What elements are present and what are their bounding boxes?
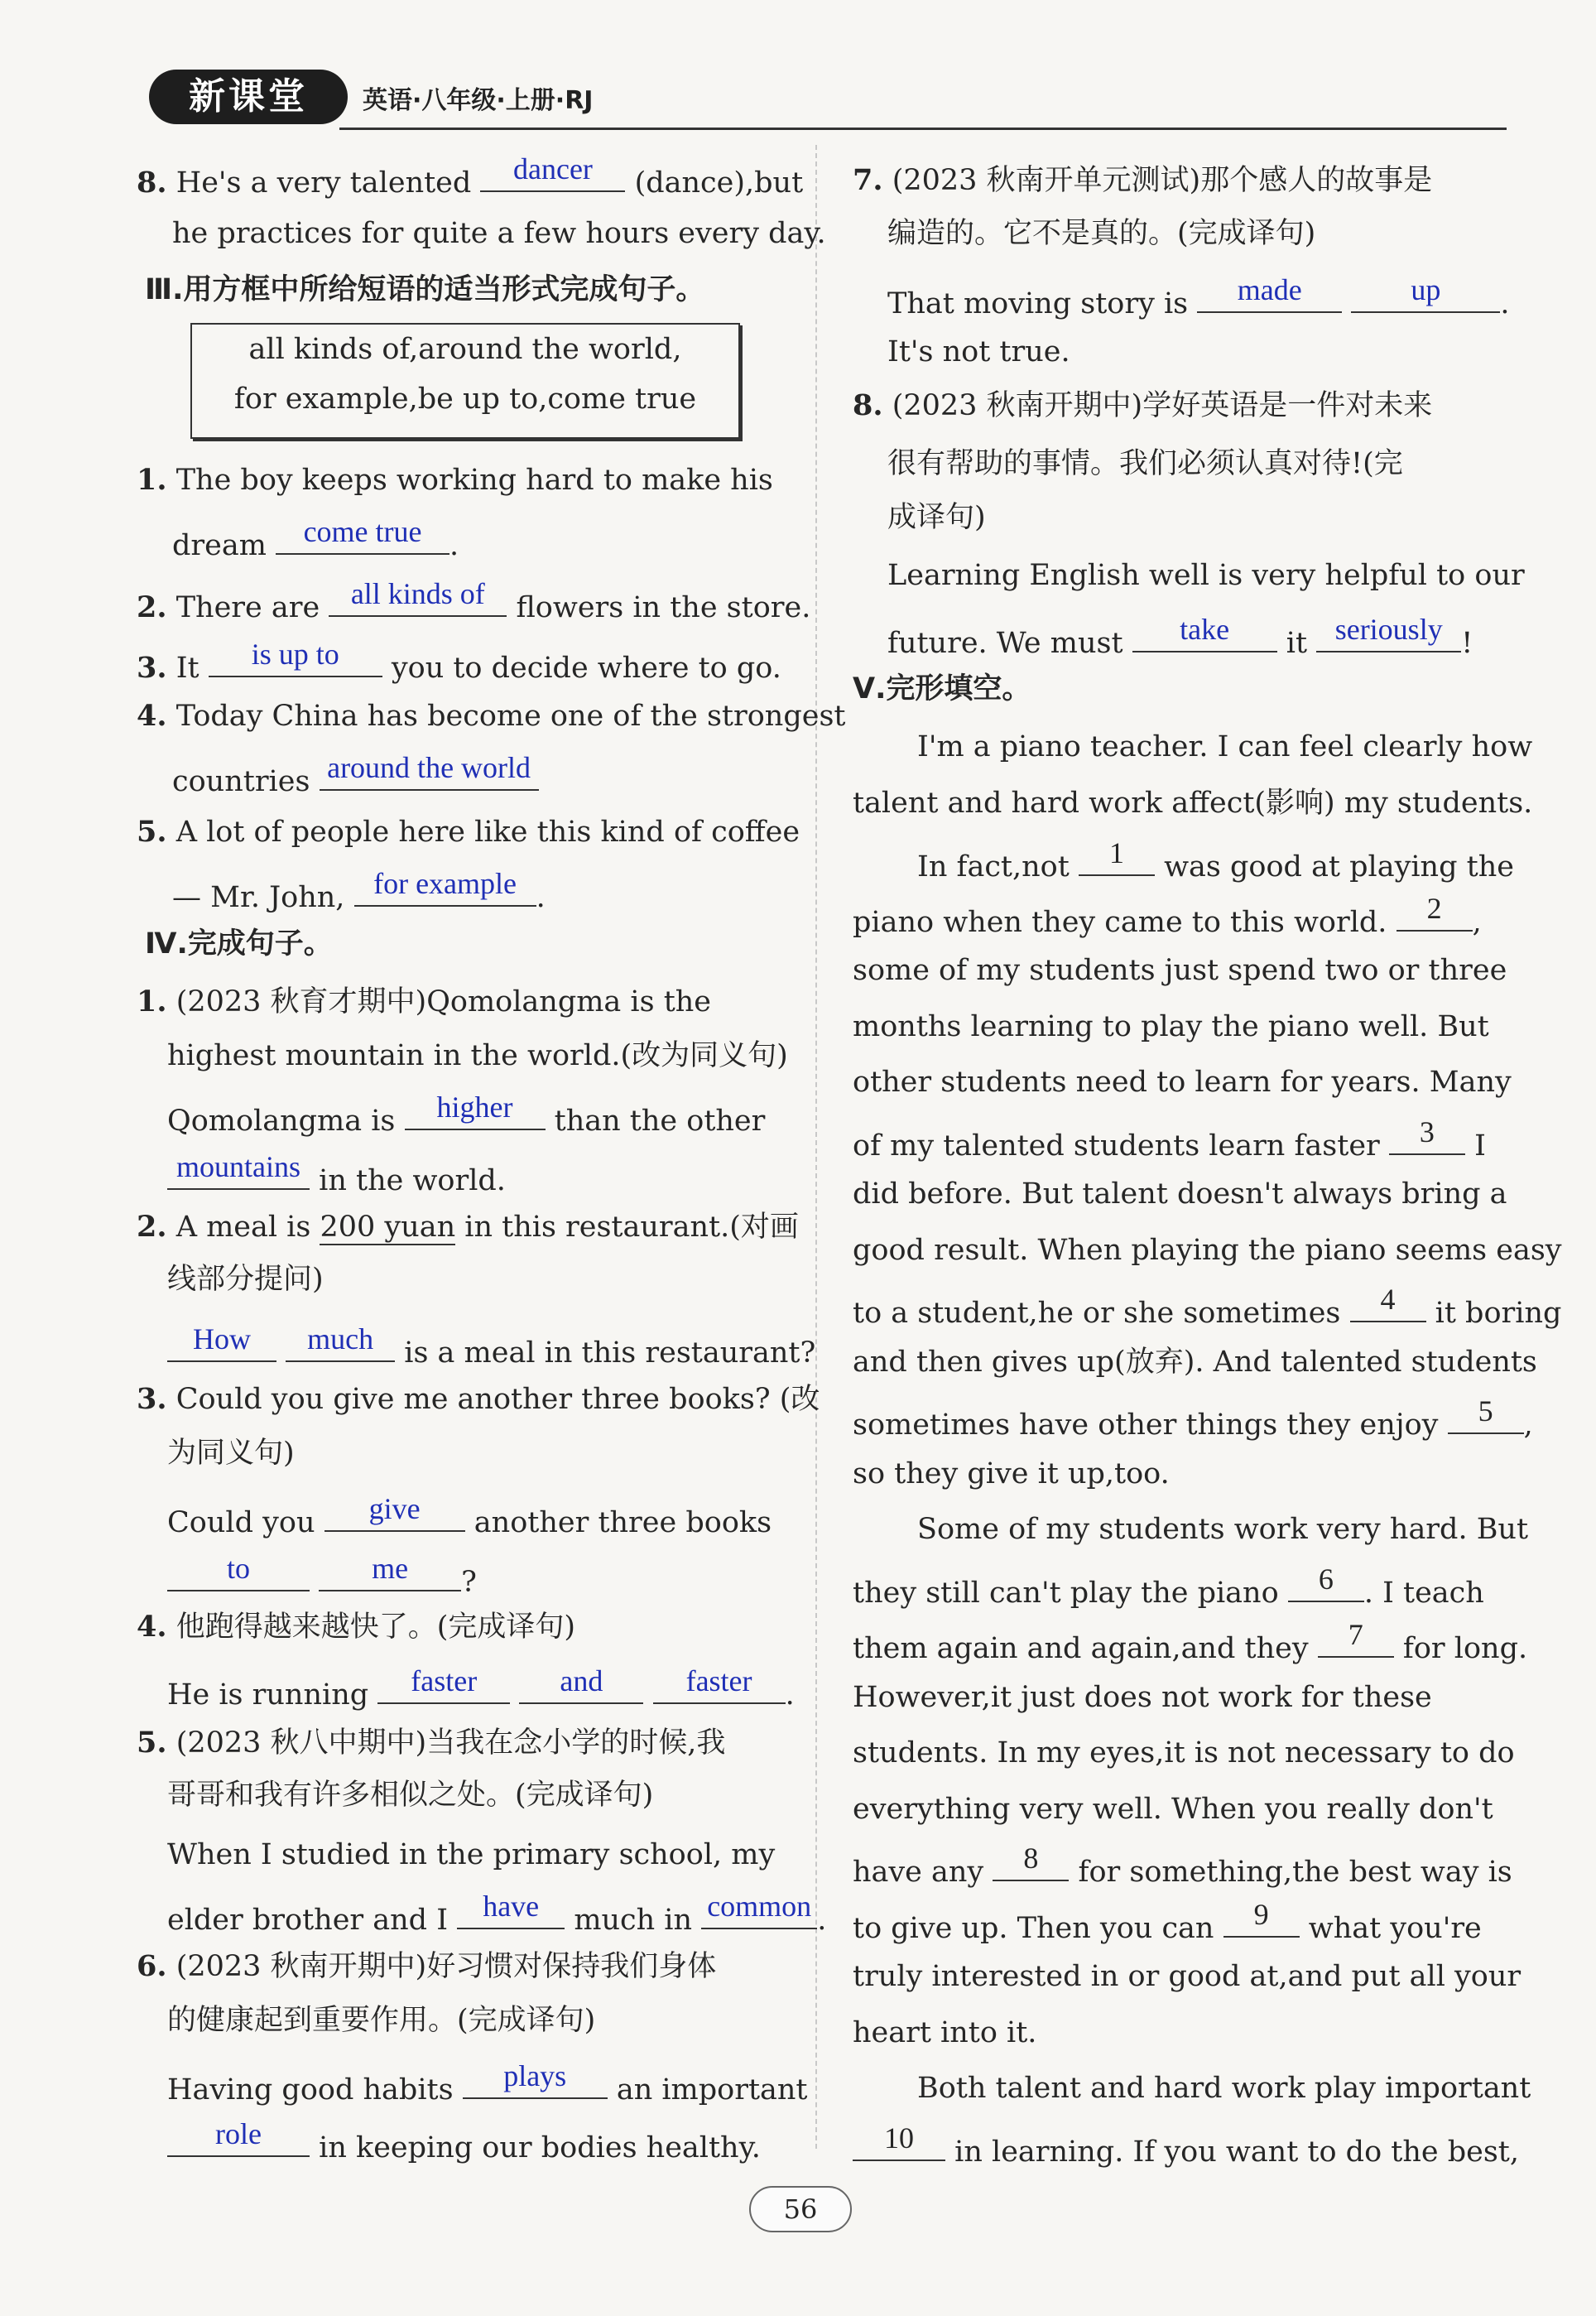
cloze-blank	[1389, 1115, 1465, 1155]
passage-line: everything very well. When you really don't	[853, 1793, 1493, 1826]
exercise-item	[137, 1726, 725, 1760]
passage-line	[853, 1618, 1528, 1665]
blank-number: 1	[1108, 836, 1124, 869]
passage-text: what you're	[1308, 1912, 1482, 1945]
item-number: 3.	[137, 651, 167, 685]
passage-text: ,	[1472, 906, 1482, 939]
phrase-list: for example,be up to,come true	[233, 383, 697, 416]
item-text: When I studied in the primary school, my	[167, 1838, 776, 1871]
item-number: 1.	[137, 463, 167, 497]
item-text: 的健康起到重要作用。(完成译句)	[167, 2004, 596, 2037]
answer-blank	[519, 1664, 643, 1704]
passage-text: in learning. If you want to do the best,	[954, 2135, 1519, 2169]
item-text: 哥哥和我有许多相似之处。(完成译句)	[167, 1779, 654, 1812]
passage-line	[917, 836, 1514, 884]
exercise-line	[167, 1552, 477, 1599]
answer-blank	[653, 1664, 786, 1704]
item-text: 他跑得越来越快了。(完成译句)	[175, 1611, 575, 1644]
passage-line: However,it just does not work for these	[853, 1681, 1432, 1714]
passage-line	[853, 1283, 1562, 1330]
answer-blank	[1132, 613, 1277, 652]
cloze-blank	[1223, 1898, 1300, 1938]
item-number: 1.	[137, 985, 167, 1018]
exercise-item	[137, 464, 773, 497]
answer-text: plays	[503, 2059, 567, 2092]
answer-text: made	[1237, 273, 1302, 306]
item-text: an important	[616, 2073, 808, 2107]
passage-line: good result. When playing the piano seems easy	[853, 1234, 1562, 1267]
blank-number: 5	[1478, 1394, 1493, 1428]
passage-text: to a student,he or she sometimes	[853, 1297, 1341, 1330]
exercise-item	[137, 700, 845, 733]
item-text: 为同义句)	[167, 1437, 295, 1470]
phrase-box	[190, 323, 740, 439]
passage-line	[853, 1898, 1482, 1945]
item-text: A meal is	[175, 1211, 311, 1244]
answer-blank	[167, 1322, 276, 1362]
answer-text: take	[1180, 613, 1230, 646]
header-rule	[339, 128, 1507, 130]
passage-line	[853, 1562, 1484, 1610]
item-text: highest mountain in the world.(改为同义句)	[167, 1039, 788, 1072]
item-text: you to decide where to go.	[391, 652, 781, 685]
item-number: 4.	[137, 699, 167, 733]
answer-text: to	[226, 1552, 250, 1585]
answer-blank	[209, 638, 382, 677]
cloze-blank	[1288, 1562, 1364, 1602]
answer-text: faster	[411, 1664, 478, 1697]
answer-blank	[405, 1091, 546, 1130]
passage-line: did before. But talent doesn't always bring a	[853, 1177, 1507, 1211]
cloze-blank	[993, 1842, 1069, 1881]
item-text: (2023 秋南开期中)学好英语是一件对未来	[892, 389, 1433, 422]
blank-number: 10	[884, 2121, 914, 2155]
item-text: much in	[574, 1904, 693, 1937]
item-text: (dance),but	[634, 166, 804, 200]
answer-blank	[167, 1552, 310, 1591]
passage-line: other students need to learn for years. Many	[853, 1066, 1512, 1099]
item-text: countries	[172, 765, 310, 798]
answer-text: seriously	[1334, 613, 1443, 646]
blank-number: 7	[1348, 1618, 1363, 1651]
answer-text: all kinds of	[350, 577, 485, 610]
item-text: elder brother and I	[167, 1904, 449, 1937]
item-text: Qomolangma is	[167, 1105, 396, 1138]
item-text: in keeping our bodies healthy.	[319, 2131, 761, 2164]
exercise-line	[887, 613, 1473, 660]
answer-text: dancer	[512, 152, 593, 185]
exercise-line	[167, 1664, 795, 1712]
item-text: A lot of people here like this kind of coffee	[175, 816, 800, 849]
passage-text: was good at playing the	[1164, 850, 1514, 884]
passage-text: it boring	[1435, 1297, 1562, 1330]
exercise-item	[137, 816, 800, 849]
cloze-blank	[1350, 1283, 1426, 1322]
item-number: 3.	[137, 1382, 167, 1416]
passage-text: they still can't play the piano	[853, 1577, 1279, 1610]
item-text: 线部分提问)	[167, 1263, 324, 1296]
item-number: 6.	[137, 1949, 167, 1983]
item-text: 成译句)	[887, 501, 986, 534]
answer-text: and	[560, 1664, 603, 1697]
cloze-blank	[1079, 836, 1155, 876]
answer-blank	[480, 152, 625, 192]
item-text: He's a very talented	[175, 166, 472, 200]
underlined-phrase: 200 yuan	[320, 1211, 456, 1244]
passage-text: piano when they came to this world.	[853, 906, 1387, 939]
item-text: Having good habits	[167, 2073, 454, 2107]
item-text: There are	[175, 591, 320, 624]
passage-line: Some of my students work very hard. But	[917, 1513, 1529, 1546]
exercise-item	[853, 389, 1432, 422]
answer-blank	[319, 1552, 461, 1591]
item-text: — Mr. John,	[172, 881, 345, 914]
item-text: Today China has become one of the strongest	[175, 700, 846, 733]
passage-line: months learning to play the piano well. But	[853, 1010, 1489, 1043]
exercise-item	[853, 164, 1432, 197]
exercise-item	[137, 1611, 575, 1644]
item-text: another three books	[474, 1506, 772, 1539]
item-text: is a meal in this restaurant?	[404, 1336, 816, 1370]
item-text: Learning English well is very helpful to our	[887, 559, 1525, 592]
answer-blank	[1316, 613, 1461, 652]
item-text: .	[536, 881, 546, 914]
passage-line	[853, 1842, 1512, 1889]
item-text: That moving story is	[887, 287, 1189, 320]
item-text: 编造的。它不是真的。(完成译句)	[887, 217, 1316, 250]
passage-text: of my talented students learn faster	[853, 1129, 1380, 1163]
item-text: It's not true.	[887, 335, 1070, 368]
passage-text: ,	[1523, 1408, 1533, 1442]
item-text: in this restaurant.(对画	[464, 1211, 799, 1244]
exercise-line	[172, 751, 539, 798]
passage-text: for long.	[1402, 1632, 1528, 1665]
answer-blank	[1351, 273, 1500, 313]
exercise-line	[887, 273, 1510, 320]
section-title: Ⅲ.用方框中所给短语的适当形式完成句子。	[145, 273, 705, 306]
item-text: (2023 秋南开单元测试)那个感人的故事是	[892, 164, 1433, 197]
passage-line: truly interested in or good at,and put all your	[853, 1960, 1521, 1993]
item-number: 8.	[853, 388, 883, 422]
phrase-list: all kinds of,around the world,	[248, 333, 682, 366]
item-text: it	[1286, 627, 1308, 660]
answer-text: up	[1411, 273, 1441, 306]
item-text: ?	[461, 1566, 477, 1599]
item-text: (2023 秋育才期中)Qomolangma is the	[175, 985, 712, 1018]
cloze-blank	[1318, 1618, 1394, 1658]
answer-blank	[320, 751, 539, 791]
exercise-line	[172, 867, 546, 914]
exercise-item	[137, 985, 711, 1018]
item-text: It	[175, 652, 200, 685]
book-subtitle: 英语·八年级·上册·RJ	[363, 86, 594, 115]
exercise-line	[167, 1150, 506, 1197]
item-number: 4.	[137, 1610, 167, 1644]
exercise-item	[137, 638, 781, 685]
passage-text: for something,the best way is	[1078, 1856, 1512, 1889]
exercise-line	[167, 1091, 766, 1138]
item-text: .	[785, 1678, 795, 1712]
passage-line: Both talent and hard work play important	[917, 2072, 1531, 2105]
passage-text: to give up. Then you can	[853, 1912, 1214, 1945]
passage-line: heart into it.	[853, 2016, 1037, 2049]
blank-number: 6	[1318, 1562, 1334, 1596]
answer-blank	[276, 515, 449, 555]
item-text: .	[449, 529, 459, 562]
item-number: 2.	[137, 1210, 167, 1244]
answer-blank	[329, 577, 507, 617]
answer-text: give	[368, 1492, 421, 1525]
item-text: future. We must	[887, 627, 1123, 660]
answer-blank	[167, 1150, 310, 1190]
exercise-line	[167, 2117, 761, 2164]
item-text: He is running	[167, 1678, 369, 1712]
exercise-line	[172, 515, 459, 562]
passage-line: some of my students just spend two or three	[853, 954, 1507, 987]
blank-number: 4	[1380, 1283, 1396, 1316]
item-text: !	[1461, 627, 1473, 660]
answer-text: common	[707, 1890, 812, 1923]
item-text: (2023 秋南开期中)好习惯对保持我们身体	[175, 1950, 717, 1983]
item-text: 很有帮助的事情。我们必须认真对待!(完	[887, 447, 1403, 480]
answer-blank	[167, 2117, 310, 2157]
blank-number: 9	[1253, 1898, 1269, 1931]
passage-line	[853, 892, 1482, 939]
exercise-item	[137, 1211, 799, 1244]
passage-text: them again and again,and they	[853, 1632, 1309, 1665]
item-text: he practices for quite a few hours every day.	[172, 217, 826, 250]
answer-blank	[463, 2059, 608, 2099]
answer-text: have	[483, 1890, 540, 1923]
series-logo: 新课堂	[149, 70, 348, 124]
exercise-item	[137, 1950, 716, 1983]
answer-blank	[286, 1322, 395, 1362]
answer-blank	[1197, 273, 1342, 313]
item-number: 2.	[137, 590, 167, 624]
cloze-blank	[1396, 892, 1473, 932]
passage-line: so they give it up,too.	[853, 1457, 1170, 1490]
answer-blank	[701, 1890, 817, 1929]
answer-text: me	[372, 1552, 409, 1585]
answer-text: for example	[373, 867, 517, 900]
item-text: than the other	[554, 1105, 766, 1138]
cloze-blank	[853, 2121, 945, 2161]
passage-line	[853, 1115, 1486, 1163]
item-text: .	[817, 1904, 827, 1937]
exercise-line	[167, 1492, 772, 1539]
passage-line: students. In my eyes,it is not necessary to do	[853, 1736, 1515, 1770]
passage-line	[853, 2121, 1519, 2169]
answer-blank	[324, 1492, 465, 1532]
answer-text: faster	[685, 1664, 752, 1697]
item-text: Could you	[167, 1506, 315, 1539]
exercise-item	[137, 577, 811, 624]
answer-text: mountains	[176, 1150, 300, 1183]
blank-number: 3	[1419, 1115, 1435, 1148]
item-text: Could you give me another three books? (改	[175, 1383, 820, 1416]
item-text: in the world.	[319, 1164, 506, 1197]
passage-line: I'm a piano teacher. I can feel clearly how	[917, 730, 1533, 763]
passage-text: I	[1474, 1129, 1486, 1163]
section-title: Ⅴ.完形填空。	[853, 672, 1031, 705]
page-header	[132, 68, 1507, 137]
passage-line: talent and hard work affect(影响) my students.	[853, 787, 1533, 820]
passage-line	[853, 1394, 1533, 1442]
passage-line: and then gives up(放弃). And talented students	[853, 1346, 1537, 1379]
answer-blank	[354, 867, 536, 907]
cloze-blank	[1448, 1394, 1524, 1434]
answer-blank	[457, 1890, 565, 1929]
page-number: 56	[749, 2186, 852, 2232]
exercise-line	[167, 1322, 816, 1370]
exercise-line	[167, 2059, 808, 2107]
item-number: 5.	[137, 1726, 167, 1760]
item-text: .	[1500, 287, 1510, 320]
answer-text: higher	[436, 1091, 513, 1124]
item-number: 5.	[137, 815, 167, 849]
blank-number: 8	[1023, 1842, 1039, 1875]
item-text: (2023 秋八中期中)当我在念小学的时候,我	[175, 1726, 726, 1760]
answer-text: much	[307, 1322, 374, 1355]
column-divider	[815, 145, 817, 2149]
answer-blank	[377, 1664, 510, 1704]
item-text: dream	[172, 529, 267, 562]
section-title: Ⅳ.完成句子。	[145, 927, 333, 961]
passage-text: have any	[853, 1856, 984, 1889]
answer-text: around the world	[327, 751, 531, 784]
exercise-item	[137, 1383, 820, 1416]
blank-number: 2	[1426, 892, 1442, 925]
item-number: 8.	[137, 166, 167, 200]
answer-text: is up to	[251, 638, 339, 671]
exercise-line	[167, 1890, 827, 1937]
answer-text: role	[215, 2117, 262, 2150]
passage-text: sometimes have other things they enjoy	[853, 1408, 1439, 1442]
item-text: The boy keeps working hard to make his	[175, 464, 773, 497]
passage-text: . I teach	[1363, 1577, 1484, 1610]
exercise-item	[137, 152, 804, 200]
answer-text: come true	[303, 515, 422, 548]
answer-text: How	[193, 1322, 251, 1355]
item-text: flowers in the store.	[516, 591, 811, 624]
item-number: 7.	[853, 163, 883, 197]
passage-text: In fact,not	[917, 850, 1070, 884]
